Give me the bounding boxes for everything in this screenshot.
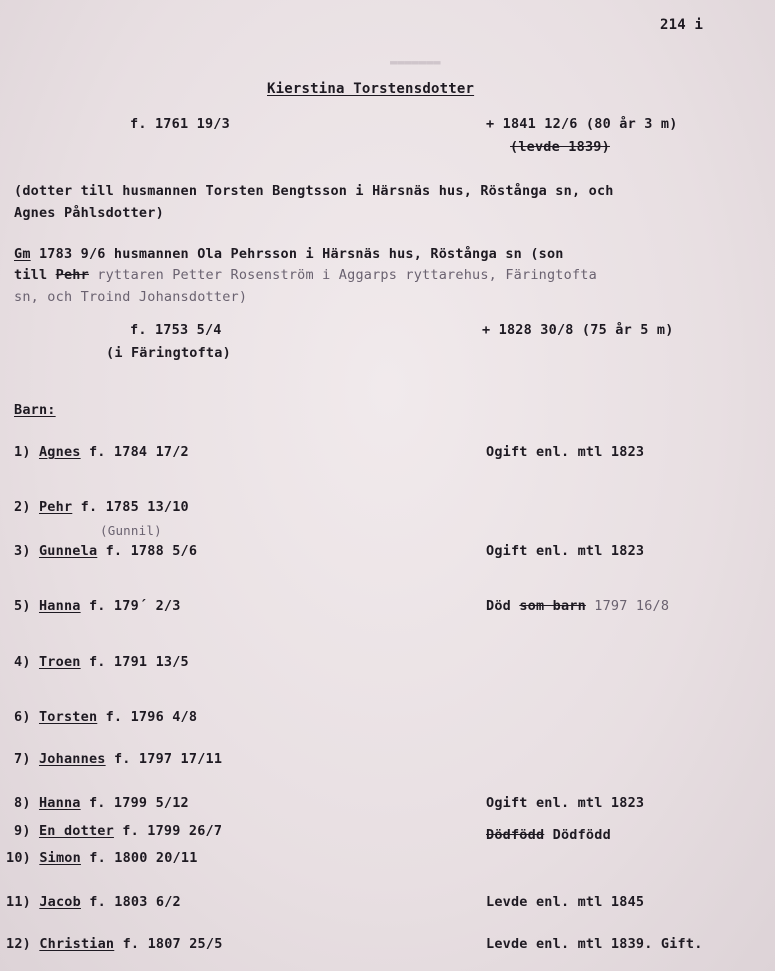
child-row: 4) Troen f. 1791 13/5 <box>14 654 189 670</box>
marriage-line-2-start: till <box>14 267 48 283</box>
marriage-label: Gm <box>14 246 31 262</box>
page-number: 214 i <box>660 17 704 33</box>
spouse-birth-place: (i Färingtofta) <box>106 345 231 361</box>
death-struck-note: (levde 1839) <box>510 139 610 155</box>
marriage-struck-word: Pehr <box>55 267 89 283</box>
child-note: Levde enl. mtl 1845 <box>486 894 645 910</box>
child-note: Ogift enl. mtl 1823 <box>486 795 645 811</box>
marriage-line-3: sn, och Troind Johansdotter) <box>14 289 248 305</box>
page-title: Kierstina Torstensdotter <box>267 81 475 97</box>
child-row: 9) En dotter f. 1799 26/7 <box>14 823 223 839</box>
parents-line-2: Agnes Påhlsdotter) <box>14 205 164 221</box>
child-row: 7) Johannes f. 1797 17/11 <box>14 751 223 767</box>
child-row: 2) Pehr f. 1785 13/10 <box>14 499 189 515</box>
child-row: 6) Torsten f. 1796 4/8 <box>14 709 198 725</box>
death-date: + 1841 12/6 (80 år 3 m) <box>486 116 678 132</box>
bleed-through-text: ▬▬▬▬▬▬▬ <box>390 55 441 69</box>
child-row: 8) Hanna f. 1799 5/12 <box>14 795 189 811</box>
child-row: 12) Christian f. 1807 25/5 <box>6 936 223 952</box>
child-note: Ogift enl. mtl 1823 <box>486 543 645 559</box>
marriage-line-1: 1783 9/6 husmannen Ola Pehrsson i Härsnäs hus, Röstånga sn (son <box>38 246 564 262</box>
marriage-line-2-rest: ryttaren Petter Rosenström i Aggarps ryttarehus, Färingtofta <box>97 267 597 283</box>
child-row: 10) Simon f. 1800 20/11 <box>6 850 198 866</box>
child-row: 3) Gunnela f. 1788 5/6 <box>14 543 198 559</box>
child-row: 11) Jacob f. 1803 6/2 <box>6 894 181 910</box>
child-note: Ogift enl. mtl 1823 <box>486 444 645 460</box>
child-note: Död som barn 1797 16/8 <box>486 598 670 614</box>
birth-date: f. 1761 19/3 <box>130 116 230 132</box>
parents-line-1: (dotter till husmannen Torsten Bengtsson i Härsnäs hus, Röstånga sn, och <box>14 183 614 199</box>
child-row: 5) Hanna f. 179´ 2/3 <box>14 598 181 614</box>
child-note: Dödfödd Dödfödd <box>486 827 611 843</box>
spouse-death: + 1828 30/8 (75 år 5 m) <box>482 322 674 338</box>
spouse-birth: f. 1753 5/4 <box>130 322 222 338</box>
children-header: Barn: <box>14 402 56 418</box>
child-annotation: (Gunnil) <box>100 523 162 538</box>
child-row: 1) Agnes f. 1784 17/2 <box>14 444 189 460</box>
child-note: Levde enl. mtl 1839. Gift. <box>486 936 703 952</box>
